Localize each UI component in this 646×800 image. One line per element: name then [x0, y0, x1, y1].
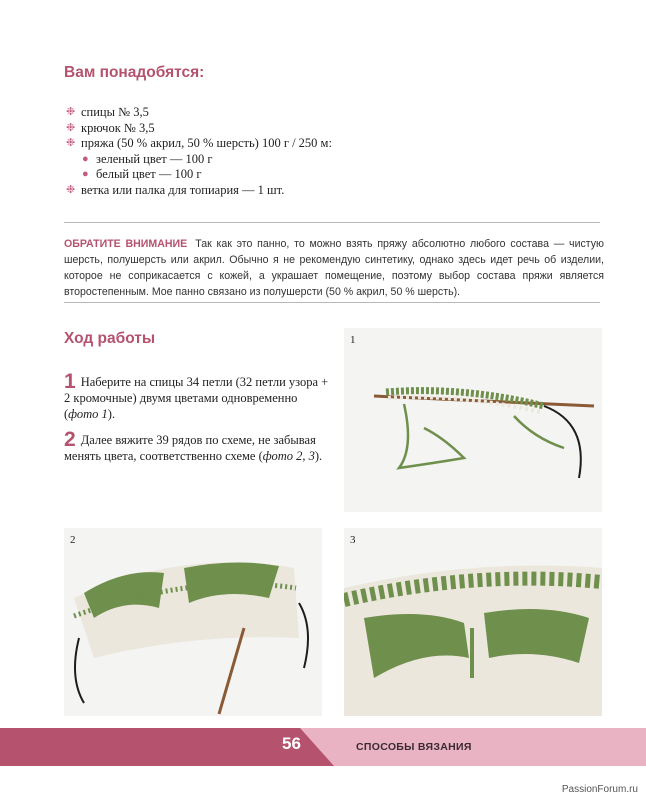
- photo-label: 2: [70, 534, 76, 546]
- knitted-pattern-closeup-illustration: [344, 528, 602, 716]
- step-2: 2 Далее вяжите 39 рядов по схеме, не забывая менять цвета, соответственно схеме (фото 2, 3).: [64, 428, 323, 463]
- step-number: 2: [64, 428, 76, 451]
- note-label: ОБРАТИТЕ ВНИМАНИЕ: [64, 238, 188, 250]
- photo-2: [64, 528, 322, 716]
- page-number: 56: [282, 734, 301, 753]
- list-subitem: ● белый цвет — 100 г: [82, 167, 202, 181]
- list-subitem: ● зеленый цвет — 100 г: [82, 151, 213, 166]
- photo-3: [344, 528, 602, 716]
- snowflake-bullet-icon: ❉: [66, 137, 76, 149]
- list-item: ❉ спицы № 3,5: [66, 105, 149, 119]
- section-title: СПОСОБЫ ВЯЗАНИЯ: [356, 741, 472, 753]
- note-block: [64, 236, 604, 300]
- photo-1: [344, 328, 602, 512]
- list-item: ❉ крючок № 3,5: [66, 120, 155, 135]
- watermark: PassionForum.ru: [561, 784, 638, 795]
- materials-list: [66, 105, 332, 198]
- snowflake-bullet-icon: ❉: [66, 121, 76, 134]
- list-item: ❉ ветка или палка для топиария — 1 шт.: [66, 182, 285, 197]
- photo-label: 1: [350, 334, 356, 346]
- knitted-fabric-illustration: [64, 528, 322, 716]
- dot-bullet-icon: ●: [82, 168, 89, 180]
- snowflake-bullet-icon: ❉: [66, 183, 76, 196]
- work-title: Ход работы: [64, 330, 156, 347]
- step-1: 1 Наберите на спицы 34 петли (32 петли узора + 2 кромочные) двумя цветами одновременно (фото 1).: [64, 370, 329, 421]
- materials-title: Вам понадобятся:: [64, 64, 205, 81]
- photo-label: 3: [350, 534, 356, 546]
- step-number: 1: [64, 370, 76, 393]
- snowflake-bullet-icon: ❉: [66, 106, 76, 118]
- list-item: ❉ пряжа (50 % акрил, 50 % шерсть) 100 г / 250 м:: [66, 136, 332, 150]
- dot-bullet-icon: ●: [82, 152, 89, 165]
- divider-top: [64, 222, 600, 223]
- note-text: Так как это панно, то можно взять пряжу абсолютно любого состава — чистую шерсть, полушерсть или акрил. Обычно я не рекомендую синтетику, однако здесь идет речь об изделии, которое не соприкасается с кожей, а украшает помещение, поэтому выбор состава пряжи является второстепенным. Мое панно связано из полушерсти (50 % акрил, 50 % шерсть).: [64, 238, 604, 298]
- divider-bottom: [64, 302, 600, 303]
- knitting-cast-on-illustration: [344, 328, 602, 512]
